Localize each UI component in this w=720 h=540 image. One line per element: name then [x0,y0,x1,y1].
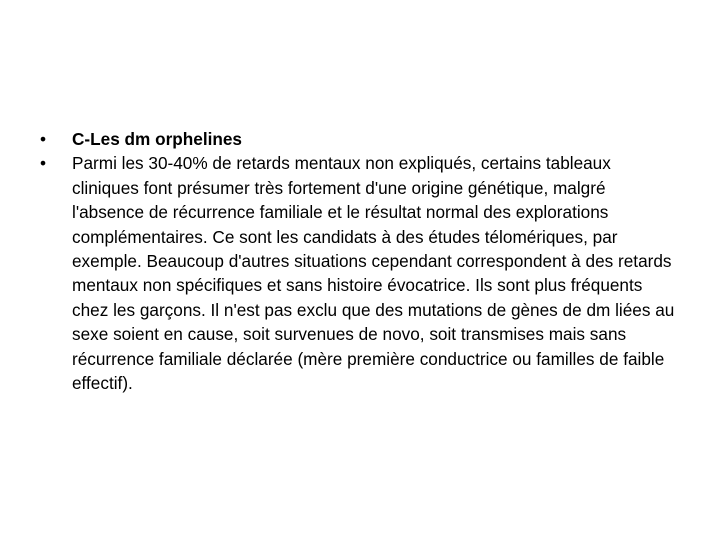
bullet-item-body [40,151,680,395]
body-paragraph: Parmi les 30-40% de retards mentaux non expliqués, certains tableaux cliniques font présumer très fortement d'une origine génétique, malgré l'absence de récurrence familiale et le résultat normal des explorations complémentaires. Ce sont les candidats à des études télomériques, par exemple. Beaucoup d'autres situations cependant correspondent à des retards mentaux non spécifiques et sans histoire évocatrice. Ils sont plus fréquents chez les garçons. Il n'est pas exclu que des mutations de gènes de dm liées au sexe soient en cause, soit survenues de novo, soit transmises mais sans récurrence familiale déclarée (mère première conductrice ou familles de faible effectif). [72,153,675,394]
slide-content [40,127,680,395]
bullet-marker: • [40,153,47,174]
bullet-item-heading [40,127,680,151]
bullet-marker: • [40,129,47,149]
section-heading: C-Les dm orphelines [72,129,242,149]
bullet-list [40,127,680,395]
